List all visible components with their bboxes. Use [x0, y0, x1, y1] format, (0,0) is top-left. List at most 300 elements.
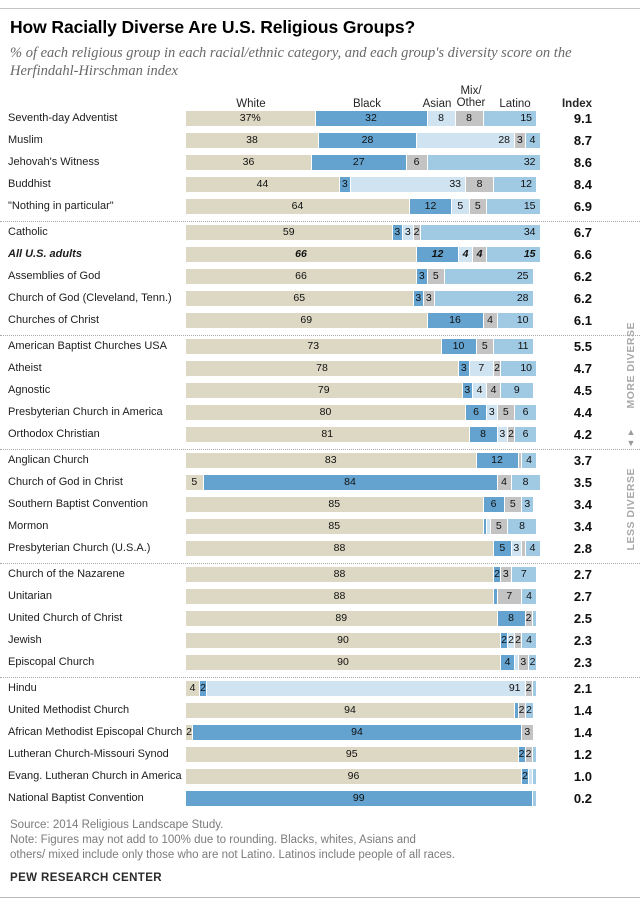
bar-segment-black: [340, 177, 351, 192]
segment-value-label: 2: [413, 225, 420, 238]
stacked-bar: [186, 383, 533, 398]
segment-value-label: 4: [476, 247, 483, 260]
bar-segment-latino: [522, 589, 536, 604]
bar-segment-white: [186, 589, 494, 604]
segment-value-label: 44: [256, 177, 269, 190]
bar-segment-mix: [498, 475, 512, 490]
chart-row: [8, 725, 632, 740]
bar-segment-white: [186, 177, 340, 192]
bar-segment-mix: [519, 703, 526, 718]
stacked-bar: [186, 225, 540, 240]
bar-segment-white: [186, 519, 484, 534]
bar-segment-white: [186, 681, 200, 696]
stacked-bar: [186, 475, 540, 490]
bar-segment-white: [186, 155, 312, 170]
bar-segment-mix: [519, 655, 530, 670]
stacked-bar: [186, 453, 536, 468]
row-label: "Nothing in particular": [8, 199, 114, 212]
segment-value-label: 3: [418, 269, 425, 282]
bar-segment-white: [186, 427, 470, 442]
stacked-bar: [186, 589, 536, 604]
segment-value-label: 64: [291, 199, 304, 212]
stacked-bar: [186, 427, 536, 442]
bar-segment-mix: [526, 681, 533, 696]
segment-value-label: 28: [361, 133, 374, 146]
segment-value-label: 5: [432, 269, 439, 282]
bar-segment-latino: [515, 427, 536, 442]
bar-segment-mix: [526, 747, 533, 762]
segment-value-label: 59: [282, 225, 295, 238]
column-header-mix-line1: Mix/: [460, 85, 482, 98]
row-label: Evang. Lutheran Church in America: [8, 769, 182, 782]
segment-value-label: 3: [524, 497, 531, 510]
bar-segment-white: [186, 111, 316, 126]
stacked-bar: [186, 199, 540, 214]
bar-segment-asian: [459, 247, 473, 262]
bar-segment-black: [414, 291, 425, 306]
segment-value-label: 65: [293, 291, 306, 304]
chart-row: [8, 383, 632, 398]
rows: [8, 111, 632, 806]
segment-value-label: 4: [490, 383, 497, 396]
segment-value-label: 90: [337, 655, 349, 668]
chart-row: [8, 453, 632, 468]
bar-segment-white: [186, 497, 484, 512]
bar-segment-latino: [533, 747, 537, 762]
group-separator: [0, 221, 640, 222]
bar-segment-asian: [512, 541, 523, 556]
bar-segment-asian: [498, 427, 509, 442]
row-label: Assemblies of God: [8, 269, 101, 282]
segment-value-label: 28: [516, 291, 529, 304]
segment-value-label: 25: [516, 269, 529, 282]
segment-value-label: 38: [246, 133, 258, 146]
segment-value-label: 78: [316, 361, 328, 374]
segment-value-label: 3: [516, 133, 523, 146]
index-value: 1.0: [573, 768, 592, 784]
bar-segment-asian: [207, 681, 526, 696]
chart-row: [8, 747, 632, 762]
segment-value-label: 80: [319, 405, 332, 418]
index-value: 8.7: [573, 132, 592, 148]
column-header-latino: Latino: [499, 97, 531, 110]
stacked-bar: [186, 133, 540, 148]
segment-value-label: 83: [324, 453, 337, 466]
segment-value-label: 4: [529, 133, 536, 146]
bar-segment-black: [442, 339, 477, 354]
stacked-bar: [186, 405, 536, 420]
stacked-bar: [186, 313, 533, 328]
row-label: Atheist: [8, 361, 42, 374]
bar-segment-latino: [526, 703, 533, 718]
segment-value-label: 4: [529, 541, 536, 554]
bar-segment-black: [494, 567, 501, 582]
index-value: 4.7: [573, 360, 592, 376]
row-label: Church of God in Christ: [8, 475, 123, 488]
bar-segment-latino: [522, 633, 536, 648]
stacked-bar: [186, 361, 536, 376]
segment-value-label: 95: [345, 747, 358, 760]
bar-segment-latino: [526, 541, 540, 556]
column-header-index: Index: [561, 97, 593, 110]
bar-segment-mix: [466, 177, 494, 192]
index-value: 2.7: [573, 588, 592, 604]
row-label: Seventh-day Adventist: [8, 111, 118, 124]
segment-value-label: 5: [474, 199, 481, 212]
row-label: Muslim: [8, 133, 43, 146]
segment-value-label: 69: [300, 313, 313, 326]
index-value: 3.7: [573, 452, 592, 468]
bar-segment-asian: [487, 405, 498, 420]
segment-value-label: 10: [452, 339, 465, 352]
column-header-asian: Asian: [422, 97, 452, 110]
stacked-bar: [186, 155, 540, 170]
bar-segment-black: [498, 611, 526, 626]
segment-value-label: 6: [413, 155, 420, 168]
row-label: Church of the Nazarene: [8, 567, 125, 580]
index-value: 2.8: [573, 540, 592, 556]
bar-segment-latino: [512, 567, 537, 582]
segment-value-label: 4: [526, 633, 532, 646]
bar-segment-asian: [403, 225, 414, 240]
bar-segment-white: [186, 725, 193, 740]
bar-segment-black: [200, 681, 207, 696]
segment-value-label: 28: [498, 133, 510, 146]
bar-segment-mix: [484, 313, 498, 328]
segment-value-label: 12: [431, 247, 444, 260]
chart-row: [8, 497, 632, 512]
segment-value-label: 3: [488, 405, 495, 418]
row-label: Mormon: [8, 519, 49, 532]
segment-value-label: 8: [508, 611, 514, 624]
segment-value-label: 7: [506, 589, 513, 602]
chart-row: [8, 361, 632, 376]
bar-segment-mix: [515, 633, 522, 648]
index-value: 3.4: [573, 518, 592, 534]
bar-segment-white: [186, 655, 501, 670]
bar-segment-asian: [470, 361, 495, 376]
index-value: 3.5: [573, 474, 592, 490]
bar-segment-black: [428, 313, 484, 328]
stacked-bar: [186, 703, 533, 718]
bar-segment-white: [186, 313, 428, 328]
stacked-bar: [186, 177, 536, 192]
bar-segment-mix: [487, 383, 501, 398]
chart-row: [8, 791, 632, 806]
chart-row: [8, 703, 632, 718]
segment-value-label: 6: [490, 497, 497, 510]
column-header-black: Black: [352, 97, 382, 110]
index-value: 8.4: [573, 176, 592, 192]
segment-value-label: 2: [518, 703, 525, 716]
segment-value-label: 33: [449, 177, 461, 190]
segment-value-label: 8: [476, 177, 483, 190]
chart-row: [8, 475, 632, 490]
bar-segment-white: [186, 405, 466, 420]
bar-segment-mix: [501, 567, 512, 582]
segment-value-label: 27: [352, 155, 365, 168]
chart-row: [8, 199, 632, 214]
bar-segment-white: [186, 361, 459, 376]
index-value: 2.1: [573, 680, 592, 696]
index-value: 4.5: [573, 382, 592, 398]
bar-segment-black: [463, 383, 474, 398]
page-subtitle: % of each religious group in each racial/ethnic category, and each group's diversity score on the Herfindahl-Hirschman index: [10, 45, 572, 79]
segment-value-label: 7: [478, 361, 485, 374]
segment-value-label: 79: [317, 383, 330, 396]
segment-value-label: 12: [424, 199, 437, 212]
segment-value-label: 4: [189, 681, 196, 694]
bar-segment-mix: [508, 427, 515, 442]
row-label: Unitarian: [8, 589, 53, 602]
segment-value-label: 3: [499, 427, 506, 440]
stacked-bar: [186, 291, 533, 306]
bar-segment-latino: [487, 199, 540, 214]
bar-segment-white: [186, 291, 414, 306]
stacked-bar: [186, 541, 540, 556]
stacked-bar: [186, 681, 536, 696]
bar-segment-black: [522, 769, 529, 784]
segment-value-label: 2: [186, 725, 192, 738]
segment-value-label: 8: [522, 475, 529, 488]
diversity-scale-rail: [625, 322, 637, 550]
segment-value-label: 2: [529, 655, 536, 668]
bar-segment-asian: [508, 633, 515, 648]
arrow-down-icon: ▼: [626, 438, 636, 449]
bar-segment-latino: [529, 655, 536, 670]
index-value: 4.4: [573, 404, 592, 420]
chart-row: [8, 541, 632, 556]
bar-segment-white: [186, 769, 522, 784]
index-value: 0.2: [573, 790, 592, 806]
segment-value-label: 2: [526, 703, 532, 716]
segment-value-label: 10: [520, 361, 532, 374]
chart-row: [8, 177, 632, 192]
segment-value-label: 37%: [239, 111, 261, 124]
bar-segment-black: [519, 747, 526, 762]
bar-segment-mix: [526, 611, 533, 626]
index-value: 1.2: [573, 746, 592, 762]
bar-segment-black: [459, 361, 470, 376]
segment-value-label: 2: [525, 747, 532, 760]
index-value: 2.7: [573, 566, 592, 582]
segment-value-label: 85: [328, 519, 341, 532]
chart-row: [8, 655, 632, 670]
chart-row: [8, 133, 632, 148]
bar-segment-latino: [498, 313, 533, 328]
bar-segment-latino: [501, 383, 533, 398]
segment-value-label: 5: [191, 475, 198, 488]
bar-segment-mix: [424, 291, 435, 306]
index-value: 3.4: [573, 496, 592, 512]
segment-value-label: 66: [295, 269, 307, 282]
row-label: National Baptist Convention: [8, 791, 144, 804]
index-value: 6.9: [573, 198, 592, 214]
row-label: Presbyterian Church in America: [8, 405, 163, 418]
segment-value-label: 6: [522, 427, 529, 440]
index-value: 1.4: [573, 702, 592, 718]
segment-value-label: 2: [200, 681, 206, 694]
segment-value-label: 2: [508, 633, 514, 646]
segment-value-label: 2: [515, 633, 521, 646]
bar-segment-mix: [494, 361, 501, 376]
segment-value-label: 85: [328, 497, 341, 510]
bar-segment-white: [186, 541, 494, 556]
segment-value-label: 15: [520, 111, 532, 124]
chart-row: [8, 681, 632, 696]
bar-segment-black: [501, 655, 515, 670]
segment-value-label: 73: [307, 339, 320, 352]
bar-segment-white: [186, 247, 417, 262]
bar-segment-black: [319, 133, 417, 148]
bar-segment-black: [470, 427, 498, 442]
stacked-bar: [186, 655, 536, 670]
bar-segment-black: [494, 541, 512, 556]
bar-segment-latino: [501, 361, 536, 376]
segment-value-label: 96: [347, 769, 360, 782]
bar-segment-white: [186, 383, 463, 398]
bar-segment-asian: [473, 383, 487, 398]
segment-value-label: 5: [502, 405, 509, 418]
bar-segment-latino: [445, 269, 533, 284]
bar-segment-mix: [491, 519, 509, 534]
segment-value-label: 4: [526, 589, 532, 602]
index-value: 8.6: [573, 154, 592, 170]
segment-value-label: 5: [481, 339, 488, 352]
row-label: Agnostic: [8, 383, 51, 396]
segment-value-label: 4: [526, 453, 532, 466]
segment-value-label: 2: [522, 769, 528, 782]
stacked-bar: [186, 611, 536, 626]
index-value: 1.4: [573, 724, 592, 740]
segment-value-label: 36: [242, 155, 255, 168]
segment-value-label: 3: [520, 655, 527, 668]
index-value: 2.5: [573, 610, 592, 626]
segment-value-label: 3: [415, 291, 422, 304]
stacked-bar: [186, 791, 536, 806]
bar-segment-white: [186, 225, 393, 240]
chart-row: [8, 247, 632, 262]
segment-value-label: 3: [394, 225, 401, 238]
row-label: United Methodist Church: [8, 703, 130, 716]
bar-segment-white: [186, 133, 319, 148]
segment-value-label: 12: [520, 177, 532, 190]
bar-segment-latino: [533, 611, 537, 626]
bar-segment-black: [466, 405, 487, 420]
segment-value-label: 16: [449, 313, 461, 326]
row-label: Lutheran Church-Missouri Synod: [8, 747, 169, 760]
bar-segment-mix: [407, 155, 428, 170]
segment-value-label: 90: [337, 633, 349, 646]
bar-segment-latino: [494, 177, 536, 192]
bar-segment-white: [186, 199, 410, 214]
less-diverse-label: LESS DIVERSE: [625, 467, 637, 550]
column-headers: [8, 84, 632, 111]
chart-row: [8, 269, 632, 284]
stacked-bar: [186, 111, 536, 126]
stacked-bar: [186, 247, 540, 262]
segment-value-label: 9: [513, 383, 520, 396]
bar-segment-white: [186, 747, 519, 762]
bar-segment-latino: [533, 681, 537, 696]
stacked-bar: [186, 633, 536, 648]
segment-value-label: 2: [494, 567, 500, 580]
stacked-bar: [186, 497, 533, 512]
segment-value-label: 11: [517, 339, 529, 352]
page-title: How Racially Diverse Are U.S. Religious Groups?: [10, 17, 416, 37]
index-value: 5.5: [573, 338, 592, 354]
row-label: Presbyterian Church (U.S.A.): [8, 541, 151, 554]
segment-value-label: 3: [464, 383, 471, 396]
segment-value-label: 6: [473, 405, 479, 418]
bar-segment-black: [393, 225, 404, 240]
more-diverse-label: MORE DIVERSE: [625, 322, 637, 409]
index-value: 6.7: [573, 224, 592, 240]
segment-value-label: 89: [335, 611, 348, 624]
row-label: Jewish: [8, 633, 42, 646]
segment-value-label: 3: [425, 291, 432, 304]
segment-value-label: 3: [502, 567, 509, 580]
top-divider: [0, 8, 640, 9]
segment-value-label: 8: [438, 111, 444, 124]
bar-segment-mix: [522, 725, 533, 740]
segment-value-label: 32: [523, 155, 536, 168]
bar-segment-black: [477, 453, 519, 468]
chart-row: [8, 519, 632, 534]
bar-segment-latino: [515, 405, 536, 420]
stacked-bar: [186, 725, 533, 740]
chart-row: [8, 155, 632, 170]
segment-value-label: 8: [480, 427, 486, 440]
bar-segment-latino: [533, 769, 537, 784]
row-label: Church of God (Cleveland, Tenn.): [8, 291, 172, 304]
segment-value-label: 5: [499, 541, 506, 554]
segment-value-label: 81: [321, 427, 334, 440]
chart-row: [8, 291, 632, 306]
bar-segment-mix: [515, 133, 526, 148]
segment-value-label: 3: [513, 541, 520, 554]
bar-segment-white: [186, 339, 442, 354]
row-label: Hindu: [8, 681, 37, 694]
column-header-mix-other: [457, 85, 486, 109]
segment-value-label: 5: [457, 199, 464, 212]
bar-segment-black: [501, 633, 508, 648]
segment-value-label: 2: [525, 681, 532, 694]
segment-value-label: 12: [491, 453, 503, 466]
segment-value-label: 2: [501, 633, 507, 646]
brand-label: PEW RESEARCH CENTER: [10, 872, 163, 885]
bar-segment-white: [186, 703, 515, 718]
bar-segment-black: [186, 791, 533, 806]
bar-segment-black: [193, 725, 522, 740]
bar-segment-white: [186, 567, 494, 582]
index-value: 6.6: [573, 246, 592, 262]
segment-value-label: 94: [344, 703, 356, 716]
chart-row: [8, 633, 632, 648]
bar-segment-latino: [428, 155, 540, 170]
segment-value-label: 8: [519, 519, 525, 532]
bar-segment-black: [204, 475, 498, 490]
row-label: African Methodist Episcopal Church: [8, 725, 183, 738]
bar-segment-latino: [526, 133, 540, 148]
bar-segment-asian: [351, 177, 467, 192]
row-label: Anglican Church: [8, 453, 89, 466]
row-label: Episcopal Church: [8, 655, 95, 668]
stacked-bar: [186, 769, 536, 784]
bar-segment-white: [186, 633, 501, 648]
segment-value-label: 3: [460, 361, 467, 374]
segment-value-label: 91: [508, 681, 521, 694]
